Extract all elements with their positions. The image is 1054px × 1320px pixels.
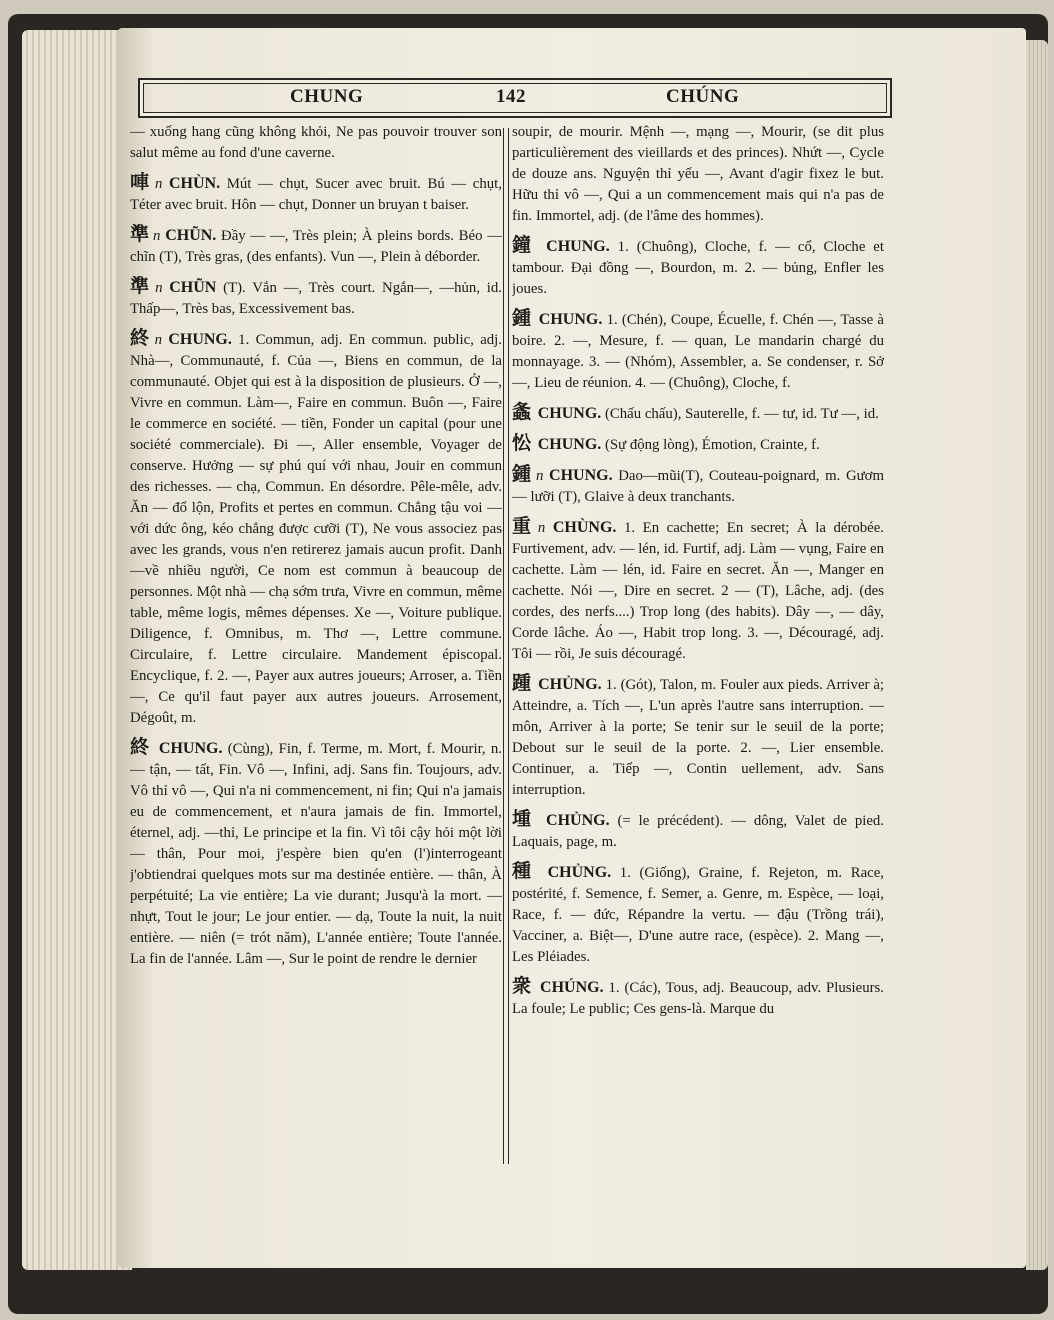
entry-character: 踵 [512,672,532,694]
entry [512,861,884,968]
right-column [512,122,884,1174]
entry-headword: CHŨN [169,279,217,296]
entry-character: 鍾 [512,463,533,485]
entry [130,172,502,216]
entry-headword: CHÙN. [168,175,221,192]
entry-headword: CHUNG. [537,405,602,422]
entry-text: 1. En cachette; En secret; À la dérobée. Furtivement, adv. — lén, id. Furtif, adj. Làm — vụng, Faire en cachette. Làm — lén, id. Faire en secret. Ăn —, Manger en cachette. Nói —, Dire en secret. 2 — (T), Lâche, adj. (des cordes, des nerfs....) Trop long (des habits). Dây —, — dây, Corde lâche. Áo —, Habit trop long. 3. —, Découragé, adj. Tôi — rồi, Je suis découragé. [512,520,884,662]
entry-text: Dao—mũi(T), Couteau-poignard, m. Gươm — lưỡi (T), Glaive à deux tranchants. [512,468,884,505]
entry-character: 準 [130,223,151,245]
entry-headword: CHỦNG. [538,676,602,693]
entry-character: 終 [130,327,152,349]
entry-pos: n [154,176,163,192]
entry-character: 重 [512,515,535,537]
entry [130,737,502,970]
entry-text: — xuống hang cũng không khỏi, Ne pas pouvoir trouver son salut même au fond d'une caverne. [130,124,502,161]
entry [512,433,884,456]
entry-headword: CHUNG. [546,238,610,255]
entry [512,809,884,853]
entry-text: 1. Commun, adj. En commun. public, adj. Nhà—, Communauté, f. Của —, Biens en commun, de la communauté. Objet qui est à la disposition de plusieurs. Ở —, Vivre en commun. Làm—, Faire en commun. Buôn —, Faire le commerce en société. — tiền, Fonder un capital (pour une société commerciale). Đi —, Aller ensemble, Voyager de conserve. Hưởng — sự phú quí với nhau, Jouir en commun des richesses. — chạ, Commun. En désordre. Pêle-mêle, adv. Ăn — đổ lộn, Profits et pertes en commun. Chẳng tậu voi — với dức ông, kéo chẳng được cưỡi (T), Ne vous associez pas avec les grands, vous n'en retirerez jamais aucun profit. Danh—về nhiều người, Ce nom est commun à beaucoup de personnes. Một nhà — chạ sớm trưa, Vivre en commun, même table, même logis, mêmes dépenses. Xe —, Voiture publique. Diligence, f. Omnibus, m. Thơ —, Lettre commune. Circulaire, f. Lettre circulaire. Mandement épiscopal. Encyclique, f. 2. —, Payer aux autres joueurs; Arroser, a. Tiền —, Ce qu'il faut payer aux autres joueurs. Arrosement, Dégoût, m. [130,332,502,726]
entry-text: 1. (Các), Tous, adj. Beaucoup, adv. Plusieurs. La foule; Le public; Ces gens-là. Marque du [512,980,884,1017]
entry-headword: CHÙNG. [552,519,617,536]
entry-character: 忪 [512,432,532,454]
entry [512,464,884,508]
entry-headword: CHỦNG. [547,864,612,881]
entry-pos: n [153,228,161,244]
entry [130,122,502,164]
entry [512,976,884,1020]
entry-character: 衆 [512,975,533,997]
entry-character: 鐘 [512,234,536,256]
entry-headword: CHỦNG. [546,812,610,829]
entry-text: (= le précédent). — dông, Valet de pied. Laquais, page, m. [512,813,884,850]
entry [512,402,884,425]
entry-character: 唓 [130,171,152,193]
entry-headword: CHÚNG. [540,979,604,996]
entry-character: 準 [130,275,153,297]
entry-text: soupir, de mourir. Mệnh —, mạng —, Mourir, (se dit plus particulièrement des vieillards et des princes). Nhứt —, Cycle de douze ans. Nguyện thỉ yếu —, Avant d'agir fixez le but. Hữu thỉ vô —, Qui a un commencement mais qui n'a pas de fin. Immortel, adj. (de l'âme des hommes). [512,124,884,224]
entry-text: Đầy — —, Très plein; À pleins bords. Béo — chĩn (T), Très gras, (des enfants). Vun —, Plein à déborder. [130,228,502,265]
entry [130,276,502,320]
entry-character: 螽 [512,401,532,423]
running-header [138,78,892,118]
entry-text: 1. (Giống), Graine, f. Rejeton, m. Race, postérité, f. Semence, f. Semer, a. Genre, m. Espèce, — loại, Race, f. — đức, Répandre la vertu. — đậu (Trồng trái), Vacciner, a. Biệt—, D'une autre race, (espèce). 2. Mang —, Les Pléiades. [512,865,884,965]
entry-text: (Cùng), Fin, f. Terme, m. Mort, f. Mourir, n. — tận, — tất, Fin. Vô —, Infini, adj. Sans fin. Toujours, adv. Vô thỉ vô —, Qui n'a ni commencement, ni fin; Qui n'a jamais eu de commencement, et n'aura jamais de fin. Immortel, éternel, adj. —thỉ, Le principe et la fin. Vì tôi cậy hỏi một lời — thân, Pour moi, j'espère bien qu'en (l')interrogeant j'obtiendrai quelques mots sur ma destinée entière. — thân, À perpétuité; La vie entière; La vie durant; Jusqu'à la mort. — nhựt, Tout le jour; Le jour entier. — dạ, Toute la nuit, la nuit entière. — niên (= trót năm), L'année entière; Toute l'année. La fin de l'année. Lâm —, Sur le point de rendre le dernier [130,741,502,967]
page-number: 142 [496,86,526,107]
entry-text: Mút — chụt, Sucer avec bruit. Bú — chụt, Téter avec bruit. Hôn — chụt, Donner un bruyan t baiser. [130,176,502,213]
entry-character: 堹 [512,808,536,830]
page-edges-right [1026,40,1048,1270]
entry [130,328,502,729]
entry-text: (Sự động lòng), Émotion, Crainte, f. [604,437,820,453]
entry [512,308,884,394]
entry-character: 種 [512,860,536,882]
entry-pos: n [154,332,163,348]
entry-text: (Chấu chấu), Sauterelle, f. — tư, id. Tư —, id. [604,406,879,422]
entry-headword: CHUNG. [158,740,223,757]
entry-pos: n [155,280,163,296]
entry-pos: n [537,520,546,536]
entry-text: 1. (Chén), Coupe, Écuelle, f. Chén —, Tasse à boire. 2. —, Mesure, f. — quan, Le mandarin chargé du monnayage. 3. — (Nhóm), Assembler, a. Se condenser, r. Sở—, Lieu de réunion. 4. — (Chuông), Cloche, f. [512,312,884,391]
entry-headword: CHUNG. [168,331,232,348]
entry-headword: CHUNG. [538,311,603,328]
entry [130,224,502,268]
entry-pos: n [535,468,544,484]
entry-headword: CHUNG. [537,436,602,453]
entry-headword: CHŨN. [165,227,217,244]
entry-headword: CHUNG. [549,467,613,484]
entry [512,516,884,665]
header-right-word: CHÚNG [666,86,740,107]
entry-text: 1. (Chuông), Cloche, f. — cổ, Cloche et tambour. Đại đồng —, Bourdon, m. 2. — bủng, Enfler les joues. [512,239,884,297]
entry [512,235,884,300]
entry [512,122,884,227]
left-column [130,122,502,1174]
entry-text: 1. (Gót), Talon, m. Fouler aux pieds. Arriver à; Atteindre, a. Tích —, L'un après l'autre sans interruption. — môn, Arriver à la porte; Se tenir sur le seuil de la porte; Debout sur le seuil de la porte. 2. —, Lier ensemble. Continuer, a. Tiếp —, Contin uellement, adv. Sans interruption. [512,677,884,798]
entry [512,673,884,801]
entry-character: 終 [130,736,151,758]
page-edges-left [22,30,132,1270]
column-divider [503,128,509,1164]
header-left-word: CHUNG [290,86,364,107]
entry-character: 鍾 [512,307,532,329]
entry-text: (T). Vắn —, Très court. Ngắn—, —hủn, id. Thấp—, Très bas, Excessivement bas. [130,280,502,317]
